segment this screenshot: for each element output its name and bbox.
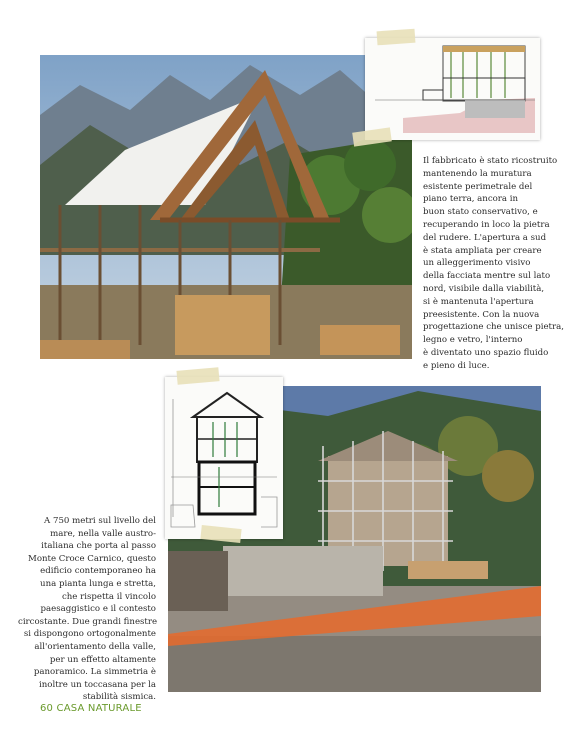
- caption-line: progettazione che unisce pietra,: [423, 322, 564, 333]
- caption-line: è stata ampliata per creare: [423, 245, 542, 256]
- timber-frame-illustration: [40, 55, 412, 359]
- elevation-sketch: [365, 38, 540, 140]
- page-number: 60: [40, 703, 54, 714]
- caption-line: all'orientamento della valle,: [34, 641, 156, 652]
- caption-line: nord, visibile dalla viabilità,: [423, 283, 545, 294]
- caption-line: della facciata mentre sul lato: [423, 271, 551, 282]
- magazine-name: CASA NATURALE: [56, 703, 142, 714]
- caption-line: buon stato conservativo, e: [423, 207, 538, 218]
- caption-line: che rispetta il vincolo: [61, 591, 156, 602]
- elevation-drawing: [365, 38, 540, 140]
- caption-top: [423, 155, 564, 373]
- caption-line: panoramico. La simmetria è: [33, 667, 156, 678]
- caption-line: è diventato uno spazio fluido: [423, 347, 549, 358]
- caption-line: stabilità sismica.: [82, 692, 156, 703]
- caption-bottom: [18, 515, 156, 704]
- section-sketch: [165, 377, 283, 539]
- caption-line: Il fabbricato è stato ricostruito: [423, 156, 558, 166]
- caption-line: recuperando in loco la pietra: [423, 219, 550, 230]
- caption-line: del rudere. L'apertura a sud: [423, 232, 547, 243]
- caption-line: per un effetto altamente: [49, 654, 156, 665]
- caption-line: paesaggistico e il contesto: [40, 604, 156, 615]
- caption-line: mantenendo la muratura: [423, 168, 532, 179]
- caption-line: e pieno di luce.: [423, 360, 490, 371]
- caption-line: edificio contemporaneo ha: [40, 566, 156, 577]
- caption-line: circostante. Due grandi finestre: [18, 616, 158, 627]
- caption-line: inoltre un toccasana per la: [39, 679, 156, 690]
- caption-line: si è mantenuta l'apertura: [423, 296, 534, 307]
- section-drawing: [165, 377, 283, 539]
- caption-line: mare, nella valle austro-: [50, 528, 156, 539]
- caption-line: A 750 metri sul livello del: [44, 516, 156, 526]
- page-footer: [40, 703, 142, 714]
- caption-line: una pianta lunga e stretta,: [40, 578, 156, 589]
- caption-line: un alleggerimento visivo: [423, 258, 531, 269]
- caption-line: legno e vetro, l'interno: [423, 335, 523, 346]
- caption-line: si dispongono ortogonalmente: [23, 629, 156, 640]
- timber-frame-photo: [40, 55, 412, 359]
- caption-line: piano terra, ancora in: [423, 194, 519, 205]
- caption-line: italiana che porta al passo: [41, 541, 156, 552]
- caption-line: esistente perimetrale del: [423, 181, 533, 192]
- caption-line: preesistente. Con la nuova: [423, 309, 540, 320]
- tape-strip: [377, 29, 416, 46]
- caption-line: Monte Croce Carnico, questo: [28, 553, 156, 564]
